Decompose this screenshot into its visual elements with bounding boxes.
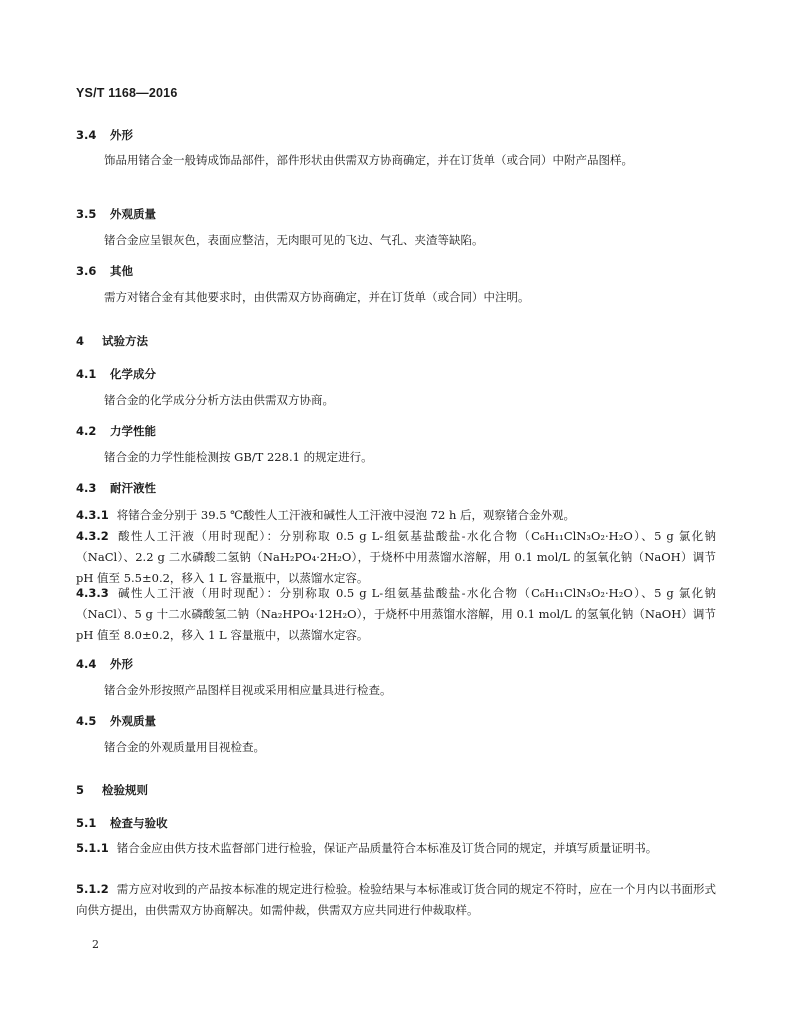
section-title: 外形 (110, 128, 134, 142)
clause-number: 4.3.2 (76, 529, 109, 543)
section-number: 4.2 (76, 424, 97, 438)
section-number: 4.4 (76, 657, 97, 671)
clause-text: 需方应对收到的产品按本标准的规定进行检验。检验结果与本标准或订货合同的规定不符时，应在一个月内以书面形式向供方提出，由供需双方协商解决。如需仲裁，供需双方应共同进行仲裁取样。 (76, 882, 716, 917)
clause-text: 锗合金应由供方技术监督部门进行检验，保证产品质量符合本标准及订货合同的规定，并填写质量证明书。 (116, 841, 658, 855)
section-title: 化学成分 (110, 367, 157, 381)
section-number: 5.1 (76, 816, 97, 830)
paragraph-3-5: 锗合金应呈银灰色，表面应整洁，无肉眼可见的飞边、气孔、夹渣等缺陷。 (104, 233, 484, 247)
section-title: 试验方法 (102, 334, 149, 348)
section-number: 4.3 (76, 481, 97, 495)
section-heading-4-4 (76, 656, 133, 672)
section-heading-5-1 (76, 815, 168, 831)
section-heading-3-4 (76, 127, 133, 143)
section-title: 耐汗液性 (110, 481, 157, 495)
clause-text: 酸性人工汗液（用时现配）：分别称取 0.5 g L-组氨基盐酸盐-水化合物（C₆H₁₁ClN₃O₂·H₂O）、5 g 氯化钠（NaCl）、2.2 g 二水磷酸二氢钠（NaH₂PO₄·2H₂O），于烧杯中用蒸馏水溶解，用 0.1 mol/L 的氢氧化钠（NaOH）调节 pH 值至 5.5±0.2，移入 1 L 容量瓶中，以蒸馏水定容。 (76, 529, 716, 585)
page-number: 2 (92, 938, 99, 951)
paragraph-4-2: 锗合金的力学性能检测按 GB/T 228.1 的规定进行。 (104, 450, 373, 464)
clause-text: 将锗合金分别于 39.5 ℃酸性人工汗液和碱性人工汗液中浸泡 72 h 后，观察锗合金外观。 (116, 508, 576, 522)
section-title: 外观质量 (110, 714, 157, 728)
clause-number: 4.3.1 (76, 508, 109, 522)
paragraph-4-1: 锗合金的化学成分分析方法由供需双方协商。 (104, 393, 334, 407)
paragraph-4-3-3 (76, 583, 716, 646)
section-heading-4-5 (76, 713, 156, 729)
clause-text: 碱性人工汗液（用时现配）：分别称取 0.5 g L-组氨基盐酸盐-水化合物（C₆H₁₁ClN₃O₂·H₂O）、5 g 氯化钠（NaCl）、5 g 十二水磷酸氢二钠（Na₂HPO₄·12H₂O），于烧杯中用蒸馏水溶解，用 0.1 mol/L 的氢氧化钠（NaOH）调节 pH 值至 8.0±0.2，移入 1 L 容量瓶中，以蒸馏水定容。 (76, 586, 716, 642)
section-title: 外观质量 (110, 207, 157, 221)
section-number: 3.6 (76, 264, 97, 278)
paragraph-5-1-1 (76, 838, 716, 859)
section-number: 3.4 (76, 128, 97, 142)
section-number: 4.5 (76, 714, 97, 728)
section-heading-4-2 (76, 423, 156, 439)
paragraph-4-3-1 (76, 505, 716, 526)
section-number: 4 (76, 334, 85, 348)
section-title: 其他 (110, 264, 134, 278)
section-number: 4.1 (76, 367, 97, 381)
section-heading-3-6 (76, 263, 133, 279)
section-heading-3-5 (76, 206, 156, 222)
section-heading-4-3 (76, 480, 156, 496)
section-heading-5 (76, 782, 148, 798)
section-number: 3.5 (76, 207, 97, 221)
section-number: 5 (76, 783, 85, 797)
section-title: 检查与验收 (110, 816, 168, 830)
document-header: YS/T 1168—2016 (76, 86, 178, 100)
clause-number: 4.3.3 (76, 586, 109, 600)
paragraph-3-6: 需方对锗合金有其他要求时，由供需双方协商确定，并在订货单（或合同）中注明。 (104, 290, 530, 304)
paragraph-5-1-2 (76, 879, 716, 921)
paragraph-4-5: 锗合金的外观质量用目视检查。 (104, 740, 265, 754)
section-heading-4-1 (76, 366, 156, 382)
paragraph-4-4: 锗合金外形按照产品图样目视或采用相应量具进行检查。 (104, 683, 392, 697)
section-heading-4 (76, 333, 148, 349)
paragraph-3-4: 饰品用锗合金一般铸成饰品部件，部件形状由供需双方协商确定，并在订货单（或合同）中附产品图样。 (104, 153, 633, 167)
section-title: 外形 (110, 657, 134, 671)
clause-number: 5.1.2 (76, 882, 109, 896)
paragraph-4-3-2 (76, 526, 716, 589)
section-title: 力学性能 (110, 424, 157, 438)
section-title: 检验规则 (102, 783, 149, 797)
clause-number: 5.1.1 (76, 841, 109, 855)
